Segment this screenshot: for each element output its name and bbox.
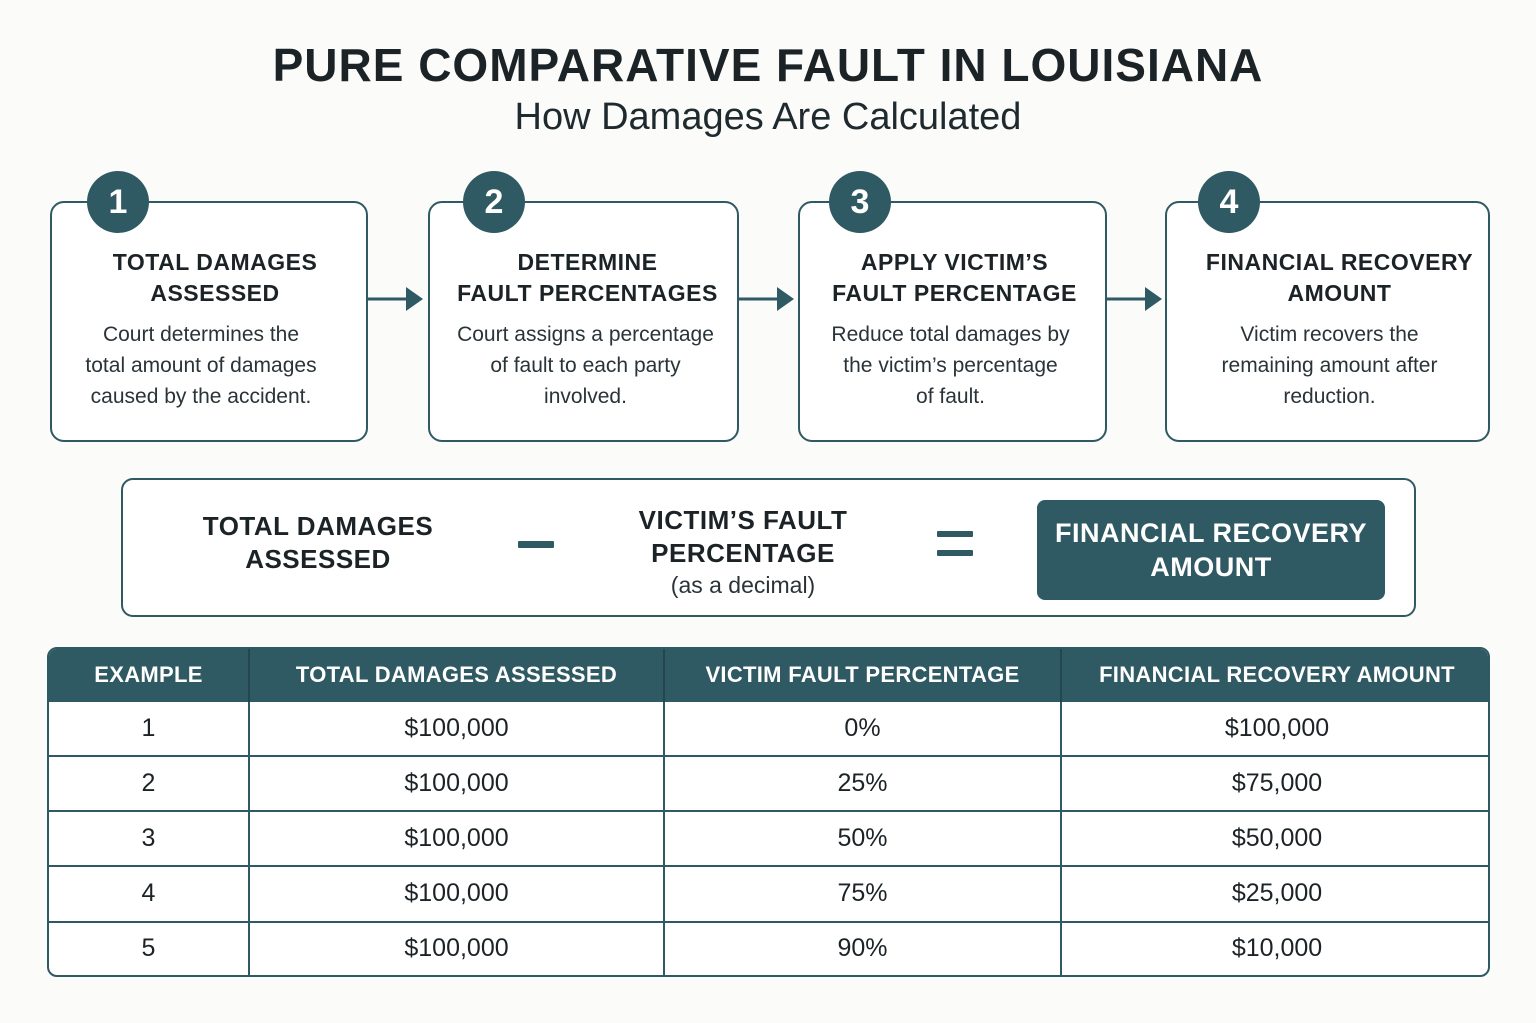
table-row — [49, 756, 1490, 811]
cell-total-damages: $100,000 — [249, 756, 664, 811]
cell-recovery-amount: $10,000 — [1061, 922, 1490, 975]
table-row — [49, 811, 1490, 866]
cell-recovery-amount: $25,000 — [1061, 866, 1490, 921]
formula-term-note: (as a decimal) — [670, 572, 816, 598]
step-description: Court determines the total amount of damages caused by the accident. — [85, 323, 317, 408]
cell-example: 4 — [49, 866, 249, 921]
cell-example: 5 — [49, 922, 249, 975]
step-description: Victim recovers the remaining amount after reduction. — [1221, 323, 1438, 408]
column-header-example: EXAMPLE — [49, 649, 249, 701]
arrow-right-icon — [739, 286, 795, 312]
cell-total-damages: $100,000 — [249, 701, 664, 756]
cell-total-damages: $100,000 — [249, 866, 664, 921]
minus-icon — [518, 541, 554, 548]
cell-total-damages: $100,000 — [249, 811, 664, 866]
table-header-row — [49, 649, 1490, 701]
cell-victim-fault: 25% — [664, 756, 1061, 811]
table-row — [49, 922, 1490, 975]
formula-term-victim-fault: VICTIM’S FAULT PERCENTAGE — [638, 505, 848, 568]
step-box-apply-victim-fault — [798, 183, 1107, 442]
table-row — [49, 701, 1490, 756]
step-box-total-damages — [50, 183, 368, 442]
cell-victim-fault: 75% — [664, 866, 1061, 921]
page-subtitle: How Damages Are Calculated — [514, 96, 1022, 138]
column-header-victim-fault: VICTIM FAULT PERCENTAGE — [664, 649, 1061, 701]
table-row — [49, 866, 1490, 921]
cell-example: 1 — [49, 701, 249, 756]
cell-total-damages: $100,000 — [249, 922, 664, 975]
cell-recovery-amount: $100,000 — [1061, 701, 1490, 756]
column-header-total-damages: TOTAL DAMAGES ASSESSED — [249, 649, 664, 701]
step-box-fault-percentages — [428, 183, 739, 442]
step-title: TOTAL DAMAGES ASSESSED — [112, 249, 318, 306]
cell-victim-fault: 0% — [664, 701, 1061, 756]
cell-example: 3 — [49, 811, 249, 866]
step-number-badge: 3 — [829, 171, 891, 233]
formula-box — [121, 478, 1416, 617]
step-number-badge: 2 — [463, 171, 525, 233]
formula-term-total-damages: TOTAL DAMAGES ASSESSED — [202, 511, 434, 574]
step-number-badge: 1 — [87, 171, 149, 233]
examples-table — [47, 647, 1490, 977]
cell-victim-fault: 50% — [664, 811, 1061, 866]
arrow-right-icon — [1107, 286, 1163, 312]
step-box-financial-recovery — [1165, 183, 1490, 442]
equals-icon — [937, 531, 973, 557]
column-header-recovery-amount: FINANCIAL RECOVERY AMOUNT — [1061, 649, 1490, 701]
page-title: PURE COMPARATIVE FAULT IN LOUISIANA — [272, 39, 1264, 91]
arrow-right-icon — [368, 286, 424, 312]
step-title: APPLY VICTIM’S FAULT PERCENTAGE — [832, 249, 1077, 306]
cell-victim-fault: 90% — [664, 922, 1061, 975]
step-description: Reduce total damages by the victim’s percentage of fault. — [831, 323, 1070, 408]
step-number-badge: 4 — [1198, 171, 1260, 233]
cell-example: 2 — [49, 756, 249, 811]
step-title: FINANCIAL RECOVERY AMOUNT — [1205, 249, 1474, 306]
cell-recovery-amount: $50,000 — [1061, 811, 1490, 866]
step-description: Court assigns a percentage of fault to each party involved. — [457, 323, 714, 408]
formula-result: FINANCIAL RECOVERY AMOUNT — [1037, 500, 1385, 600]
step-title: DETERMINE FAULT PERCENTAGES — [457, 249, 718, 306]
cell-recovery-amount: $75,000 — [1061, 756, 1490, 811]
